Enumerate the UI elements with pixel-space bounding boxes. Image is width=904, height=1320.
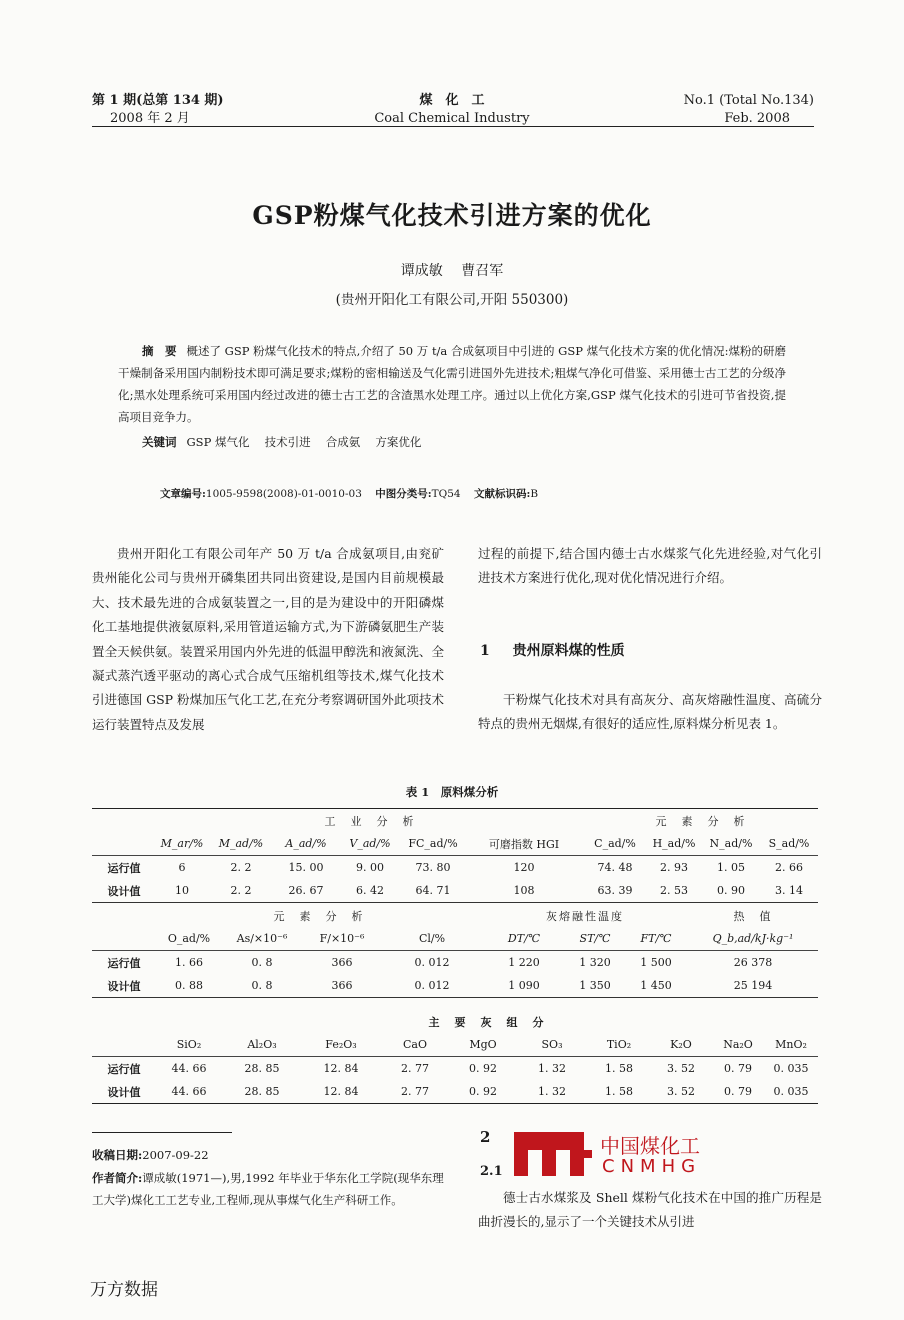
subsection-2-1-number: 2.1	[480, 1164, 503, 1179]
table-industrial-elemental	[92, 808, 818, 903]
table-cell: 1. 32	[538, 1085, 566, 1098]
received-value: 2007-09-22	[142, 1148, 209, 1162]
table-cell: 120	[513, 861, 535, 874]
table-row	[92, 951, 818, 975]
col-so3: SO₃	[541, 1038, 563, 1051]
table-cell: 0. 012	[414, 956, 450, 969]
table-cell: 1 350	[579, 979, 611, 992]
table-row	[92, 1080, 818, 1104]
col-st: ST/℃	[579, 932, 611, 945]
col-f: F/×10⁻⁶	[319, 932, 365, 945]
wanfang-watermark: 万方数据	[90, 1280, 158, 1300]
table-cell: 1 220	[508, 956, 540, 969]
article-no: 1005-9598(2008)-01-0010-03	[205, 488, 362, 500]
row-label: 运行值	[107, 956, 141, 970]
header-number	[684, 92, 814, 128]
section-1-body	[478, 688, 822, 737]
table-cell: 15. 00	[288, 861, 324, 874]
col-fe2o3: Fe₂O₃	[325, 1038, 357, 1051]
header-month-line: Feb. 2008	[724, 111, 790, 126]
col-al2o3: Al₂O₃	[247, 1038, 277, 1051]
table-cell: 366	[331, 979, 353, 992]
col-cl: Cl/%	[418, 932, 446, 945]
body-left-column	[92, 542, 444, 737]
col-mgo: MgO	[469, 1038, 497, 1051]
keywords-text: GSP 煤气化 技术引进 合成氨 方案优化	[186, 435, 422, 449]
doc-code: B	[530, 488, 539, 500]
author-bio-label: 作者简介:	[92, 1170, 143, 1185]
table-cell: 73. 80	[415, 861, 451, 874]
table-header-industrial: 工 业 分 析	[324, 814, 416, 828]
col-as: As/×10⁻⁶	[236, 932, 288, 945]
table-header-elemental-2: 元 素 分 析	[273, 909, 365, 923]
table-row	[92, 1057, 818, 1081]
col-tio2: TiO₂	[606, 1038, 632, 1051]
col-aad: A_ad/%	[285, 837, 327, 850]
cnmhg-logo	[510, 1128, 710, 1184]
table-cell: 0. 92	[469, 1085, 497, 1098]
abstract	[118, 340, 786, 428]
table-cell: 9. 00	[356, 861, 384, 874]
col-mar: M_ar/%	[160, 837, 204, 850]
table-caption: 表 1 原料煤分析	[405, 785, 499, 799]
table-cell: 2. 66	[775, 861, 803, 874]
header-rule	[92, 126, 814, 127]
table-cell: 1. 58	[605, 1062, 633, 1075]
col-mno2: MnO₂	[775, 1038, 807, 1051]
table-cell: 0. 88	[175, 979, 203, 992]
row-label: 设计值	[107, 979, 141, 993]
footnote-rule	[92, 1132, 232, 1133]
table-group-industrial	[92, 808, 818, 903]
article-info	[160, 486, 538, 501]
table-header-row	[92, 1010, 818, 1033]
table-cell: 6. 42	[356, 884, 384, 897]
header-date-line: 2008 年 2 月	[110, 111, 190, 126]
intro-paragraph-cont: 过程的前提下,结合国内德士古水煤浆气化先进经验,对气化引进技术方案进行优化,现对优化情况进行介绍。	[478, 546, 822, 586]
table-cell: 12. 84	[323, 1085, 359, 1098]
table-cell: 1 450	[640, 979, 672, 992]
table-cell: 1 320	[579, 956, 611, 969]
table-column-row	[92, 832, 818, 856]
header-journal	[360, 92, 544, 128]
table-cell: 2. 2	[230, 861, 252, 874]
table-header-elemental: 元 素 分 析	[655, 814, 747, 828]
table-ash-composition	[92, 1010, 818, 1104]
doc-code-label: 文献标识码:	[473, 488, 531, 500]
col-na2o: Na₂O	[723, 1038, 753, 1051]
section-2-number: 2	[480, 1128, 491, 1146]
table-cell: 44. 66	[171, 1085, 207, 1098]
affiliation: (贵州开阳化工有限公司,开阳 550300)	[335, 292, 569, 308]
table-cell: 1. 32	[538, 1062, 566, 1075]
clc-label: 中图分类号:	[375, 488, 432, 500]
section-1-heading	[480, 640, 625, 660]
keywords-label: 关键词	[142, 435, 177, 449]
table-group-ash	[92, 1010, 818, 1104]
row-label: 运行值	[107, 1062, 141, 1076]
intro-paragraph: 贵州开阳化工有限公司年产 50 万 t/a 合成氨项目,由兖矿贵州能化公司与贵州开磷集团共同出资建设,是国内目前规模最大、技术最先进的合成氨装置之一,目的是为建设中的开阳磷煤化工基地提供液氨原料,采用管道运输方式,为下游磷氨肥生产装置全天候供氨。装置采用国内外先进的低温甲醇洗和液氮洗、全凝式蒸汽透平驱动的离心式合成气压缩机组等技术,煤气化技术引进德国 GSP 粉煤加压气化工艺,在充分考察调研国外此项技术运行装置特点及发展	[92, 546, 444, 732]
table-group-fusion	[92, 904, 818, 998]
table-cell: 108	[513, 884, 535, 897]
col-sio2: SiO₂	[176, 1038, 202, 1051]
row-label: 设计值	[107, 1085, 141, 1099]
col-dt: DT/℃	[507, 932, 541, 945]
col-k2o: K₂O	[670, 1038, 692, 1051]
table-cell: 0. 92	[469, 1062, 497, 1075]
col-ft: FT/℃	[640, 932, 672, 945]
table-cell: 2. 77	[401, 1085, 429, 1098]
table-cell: 366	[331, 956, 353, 969]
article-no-label: 文章编号:	[160, 488, 206, 500]
table-cell: 3. 14	[775, 884, 803, 897]
author-bio	[92, 1167, 452, 1212]
received-date	[92, 1144, 452, 1167]
col-fcad: FC_ad/%	[408, 837, 458, 850]
table-cell: 0. 8	[251, 979, 273, 992]
table-cell: 28. 85	[244, 1062, 280, 1075]
table-cell: 26. 67	[288, 884, 324, 897]
authors: 谭成敏 曹召军	[400, 263, 504, 279]
table-column-row	[92, 1033, 818, 1057]
body-right-column	[478, 542, 822, 591]
header-issue	[92, 92, 224, 128]
header-issue-line: 第 1 期(总第 134 期)	[92, 93, 224, 108]
table-cell: 2. 2	[230, 884, 252, 897]
table-row	[92, 974, 818, 998]
table-cell: 12. 84	[323, 1062, 359, 1075]
table-cell: 25 194	[733, 979, 773, 992]
table-cell: 1 500	[640, 956, 672, 969]
table-row	[92, 879, 818, 903]
row-label: 运行值	[107, 861, 141, 875]
section-2-1-paragraph: 德士古水煤浆及 Shell 煤粉气化技术在中国的推广历程是曲折漫长的,显示了一个关键技术从引进	[478, 1190, 822, 1230]
table-cell: 0. 012	[414, 979, 450, 992]
header-number-line: No.1 (Total No.134)	[683, 93, 814, 108]
clc-no: TQ54	[431, 488, 461, 500]
table-cell: 1. 66	[175, 956, 203, 969]
table-cell: 64. 71	[415, 884, 451, 897]
col-nad: N_ad/%	[709, 837, 753, 850]
table-cell: 10	[175, 884, 189, 897]
keywords	[142, 434, 421, 450]
journal-name-cn: 煤 化 工	[419, 93, 485, 108]
table-cell: 0. 035	[773, 1062, 809, 1075]
col-had: H_ad/%	[652, 837, 696, 850]
table-cell: 6	[178, 861, 186, 874]
section-1-paragraph: 干粉煤气化技术对具有高灰分、高灰熔融性温度、高硫分特点的贵州无烟煤,有很好的适应性,原料煤分析见表 1。	[478, 692, 822, 732]
table-cell: 0. 79	[724, 1085, 752, 1098]
received-label: 收稿日期:	[92, 1148, 143, 1162]
col-mad: M_ad/%	[218, 837, 264, 850]
table-cell: 28. 85	[244, 1085, 280, 1098]
logo-text-cn: 中国煤化工	[600, 1134, 700, 1158]
table-cell: 0. 035	[773, 1085, 809, 1098]
journal-name-en: Coal Chemical Industry	[374, 111, 530, 126]
table-column-row	[92, 927, 818, 951]
table-cell: 1 090	[508, 979, 540, 992]
table-header-row	[92, 809, 818, 833]
col-cad: C_ad/%	[594, 837, 636, 850]
table-header-row	[92, 904, 818, 927]
table-header-fusion: 灰熔融性温度	[546, 909, 624, 923]
abstract-text: 概述了 GSP 粉煤气化技术的特点,介绍了 50 万 t/a 合成氨项目中引进的 GSP 煤气化技术方案的优化情况:煤粉的研磨干燥制备采用国内制粉技术即可满足要求;煤粉的密相输送及气化需引进国外先进技术;粗煤气净化可借鉴、采用德士古工艺的分级净化;黑水处理系统可采用国内经过改进的德士古工艺的含渣黑水处理工序。通过以上优化方案,GSP 煤气化技术的引进可节省投资,提高项目竞争力。	[118, 344, 787, 424]
col-cao: CaO	[403, 1038, 427, 1051]
table-cell: 2. 77	[401, 1062, 429, 1075]
logo-text-en: CNMHG	[602, 1156, 702, 1177]
table-cell: 63. 39	[597, 884, 633, 897]
table-row	[92, 856, 818, 880]
table-cell: 1. 58	[605, 1085, 633, 1098]
table-header-heat: 热 值	[733, 909, 773, 923]
footnote	[92, 1144, 452, 1212]
table-cell: 26 378	[733, 956, 773, 969]
table-cell: 3. 52	[667, 1062, 695, 1075]
author-bio-text: 谭成敏(1971—),男,1992 年毕业于华东化工学院(现华东理工大学)煤化工工艺专业,工程师,现从事煤气化生产科研工作。	[92, 1170, 444, 1207]
col-qbad: Q_b,ad/kJ·kg⁻¹	[712, 932, 794, 945]
section-1-title: 贵州原料煤的性质	[512, 643, 625, 659]
table-elemental-fusion-heat	[92, 904, 818, 998]
table-header-ash: 主 要 灰 组 分	[428, 1015, 546, 1029]
table-cell: 0. 79	[724, 1062, 752, 1075]
table-cell: 74. 48	[597, 861, 633, 874]
table-cell: 0. 8	[251, 956, 273, 969]
table-cell: 2. 53	[660, 884, 688, 897]
section-2-1-body	[478, 1186, 822, 1235]
table-cell: 1. 05	[717, 861, 745, 874]
col-hgi: 可磨指数 HGI	[488, 837, 560, 851]
abstract-label: 摘 要	[142, 344, 177, 358]
section-1-number: 1	[480, 643, 490, 659]
row-label: 设计值	[107, 884, 141, 898]
col-vad: V_ad/%	[349, 837, 391, 850]
paper-title: GSP粉煤气化技术引进方案的优化	[252, 201, 652, 230]
table-cell: 2. 93	[660, 861, 688, 874]
col-sad: S_ad/%	[768, 837, 810, 850]
table-cell: 3. 52	[667, 1085, 695, 1098]
col-oad: O_ad/%	[167, 932, 211, 945]
table-cell: 0. 90	[717, 884, 745, 897]
table-cell: 44. 66	[171, 1062, 207, 1075]
